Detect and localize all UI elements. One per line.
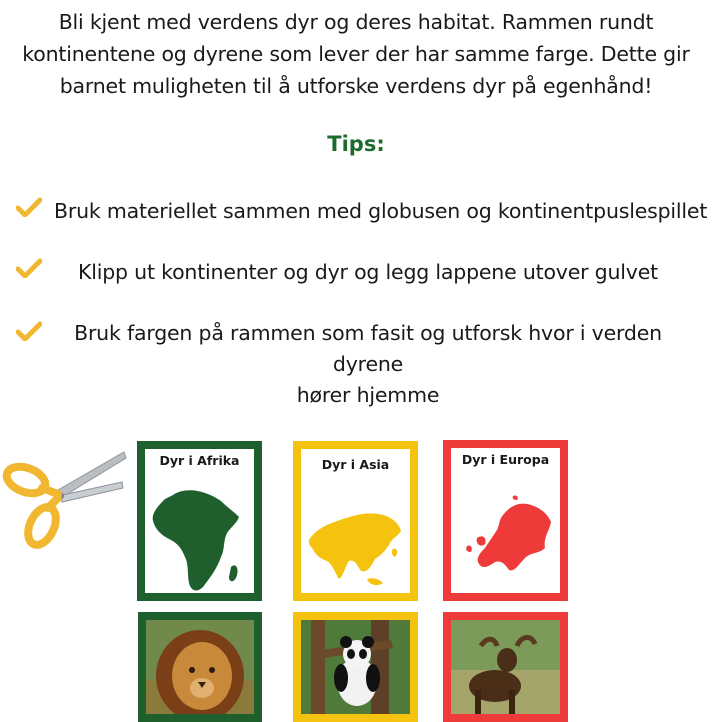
africa-map: [151, 483, 245, 599]
continent-card-africa: [137, 441, 262, 601]
tip-item: [40, 318, 696, 411]
scissors-icon: [2, 446, 128, 550]
intro-line: Bli kjent med verdens dyr og deres habitat. Rammen rundt: [58, 10, 654, 34]
animal-card-lion: [138, 612, 262, 722]
card-title: Dyr i Afrika: [159, 453, 240, 468]
europe-map: [457, 488, 557, 592]
continent-card-asia: [293, 441, 418, 601]
tip-item: Klipp ut kontinenter og dyr og legg lappene utover gulvet: [78, 260, 658, 284]
checkmark-icon: [16, 197, 42, 217]
intro-line: barnet muligheten til å utforske verdens dyr på egenhånd!: [59, 74, 653, 98]
asia-map: [305, 497, 405, 597]
card-title: Dyr i Asia: [321, 457, 390, 472]
moose-photo: [451, 620, 560, 714]
continent-card-europe: [443, 440, 568, 601]
panda-photo: [301, 620, 410, 714]
tip-item: Bruk materiellet sammen med globusen og kontinentpuslespillet: [54, 199, 708, 223]
animal-card-moose: [443, 612, 568, 722]
tip-line: hører hjemme: [296, 383, 440, 407]
checkmark-icon: [16, 321, 42, 341]
intro-line: kontinentene og dyrene som lever der har samme farge. Dette gir: [22, 42, 690, 66]
lion-photo: [146, 620, 254, 714]
checkmark-icon: [16, 258, 42, 278]
intro-text: [20, 6, 692, 102]
animal-card-panda: [293, 612, 418, 722]
card-title: Dyr i Europa: [461, 452, 550, 467]
tips-heading: Tips:: [327, 132, 385, 156]
tip-line: Bruk fargen på rammen som fasit og utforsk hvor i verden dyrene: [74, 321, 662, 376]
